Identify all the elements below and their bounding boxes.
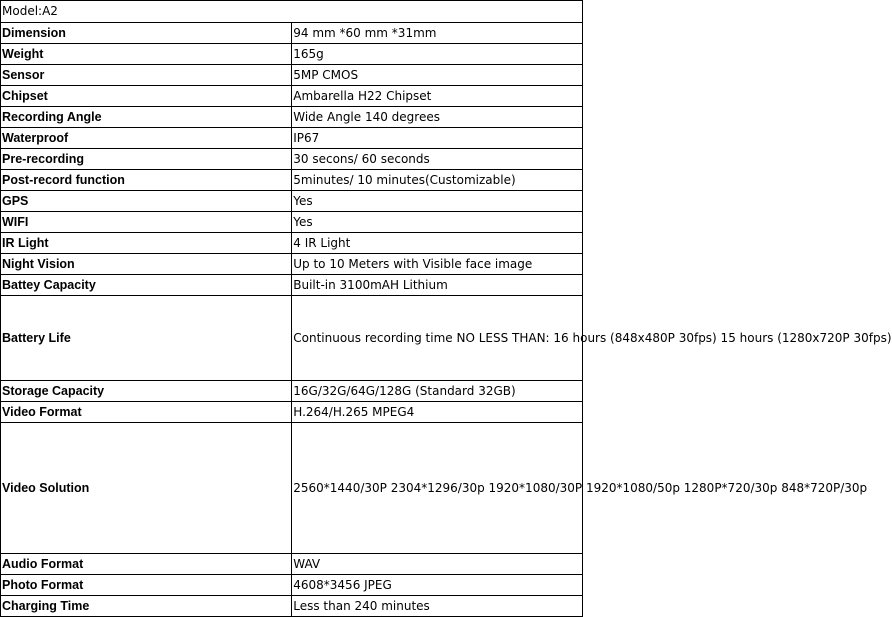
- spec-row-night-vision: [1, 253, 583, 274]
- spec-value: Built-in 3100mAH Lithium: [292, 274, 583, 295]
- spec-row-dimension: [1, 22, 583, 43]
- spec-row-gps: [1, 190, 583, 211]
- spec-row-pre-recording: [1, 148, 583, 169]
- spec-row-battery-capacity: [1, 274, 583, 295]
- spec-value: 4608*3456 JPEG: [292, 574, 583, 595]
- spec-label: Video Format: [1, 401, 292, 422]
- spec-value: H.264/H.265 MPEG4: [292, 401, 583, 422]
- spec-row-photo-format: [1, 574, 583, 595]
- spec-label: Charging Time: [1, 595, 292, 616]
- spec-label: Storage Capacity: [1, 380, 292, 401]
- spec-label: Photo Format: [1, 574, 292, 595]
- spec-value: 4 IR Light: [292, 232, 583, 253]
- spec-value: 165g: [292, 43, 583, 64]
- spec-label: Waterproof: [1, 127, 292, 148]
- spec-label: Battey Capacity: [1, 274, 292, 295]
- spec-value: 94 mm *60 mm *31mm: [292, 22, 583, 43]
- spec-row-sensor: [1, 64, 583, 85]
- spec-value: 5minutes/ 10 minutes(Customizable): [292, 169, 583, 190]
- spec-row-post-record: [1, 169, 583, 190]
- spec-value: 5MP CMOS: [292, 64, 583, 85]
- spec-label: Night Vision: [1, 253, 292, 274]
- spec-row-audio-format: [1, 553, 583, 574]
- spec-label: Post-record function: [1, 169, 292, 190]
- spec-value: 16G/32G/64G/128G (Standard 32GB): [292, 380, 583, 401]
- spec-value: Wide Angle 140 degrees: [292, 106, 583, 127]
- spec-row-waterproof: [1, 127, 583, 148]
- model-row: [1, 1, 583, 22]
- spec-label: IR Light: [1, 232, 292, 253]
- spec-row-video-format: [1, 401, 583, 422]
- spec-row-storage-capacity: [1, 380, 583, 401]
- spec-value: 2560*1440/30P 2304*1296/30p 1920*1080/30P 1920*1080/50p 1280P*720/30p 848*720P/30p: [292, 422, 583, 553]
- spec-value: Ambarella H22 Chipset: [292, 85, 583, 106]
- spec-value: Less than 240 minutes: [292, 595, 583, 616]
- spec-value: Continuous recording time NO LESS THAN: 16 hours (848x480P 30fps) 15 hours (1280x720P 30fps): [292, 295, 583, 380]
- spec-row-chipset: [1, 85, 583, 106]
- spec-label: Sensor: [1, 64, 292, 85]
- spec-label: Chipset: [1, 85, 292, 106]
- spec-row-battery-life: [1, 295, 583, 380]
- spec-value: Up to 10 Meters with Visible face image: [292, 253, 583, 274]
- spec-value: 30 secons/ 60 seconds: [292, 148, 583, 169]
- spec-table: [1, 1, 892, 617]
- spec-label: Video Solution: [1, 422, 292, 553]
- spec-label: Recording Angle: [1, 106, 292, 127]
- spec-label: Pre-recording: [1, 148, 292, 169]
- spec-row-wifi: [1, 211, 583, 232]
- spec-row-recording-angle: [1, 106, 583, 127]
- spec-label: Audio Format: [1, 553, 292, 574]
- spec-label: Dimension: [1, 22, 292, 43]
- spec-row-video-solution: [1, 422, 583, 553]
- spec-value: Yes: [292, 190, 583, 211]
- spec-label: Battery Life: [1, 295, 292, 380]
- spec-row-charging-time: [1, 595, 583, 616]
- spec-value: IP67: [292, 127, 583, 148]
- spec-value: Yes: [292, 211, 583, 232]
- spec-row-weight: [1, 43, 583, 64]
- model-title: Model:A2: [1, 1, 583, 22]
- spec-label: WIFI: [1, 211, 292, 232]
- spec-label: Weight: [1, 43, 292, 64]
- spec-value: WAV: [292, 553, 583, 574]
- spec-label: GPS: [1, 190, 292, 211]
- spec-row-ir-light: [1, 232, 583, 253]
